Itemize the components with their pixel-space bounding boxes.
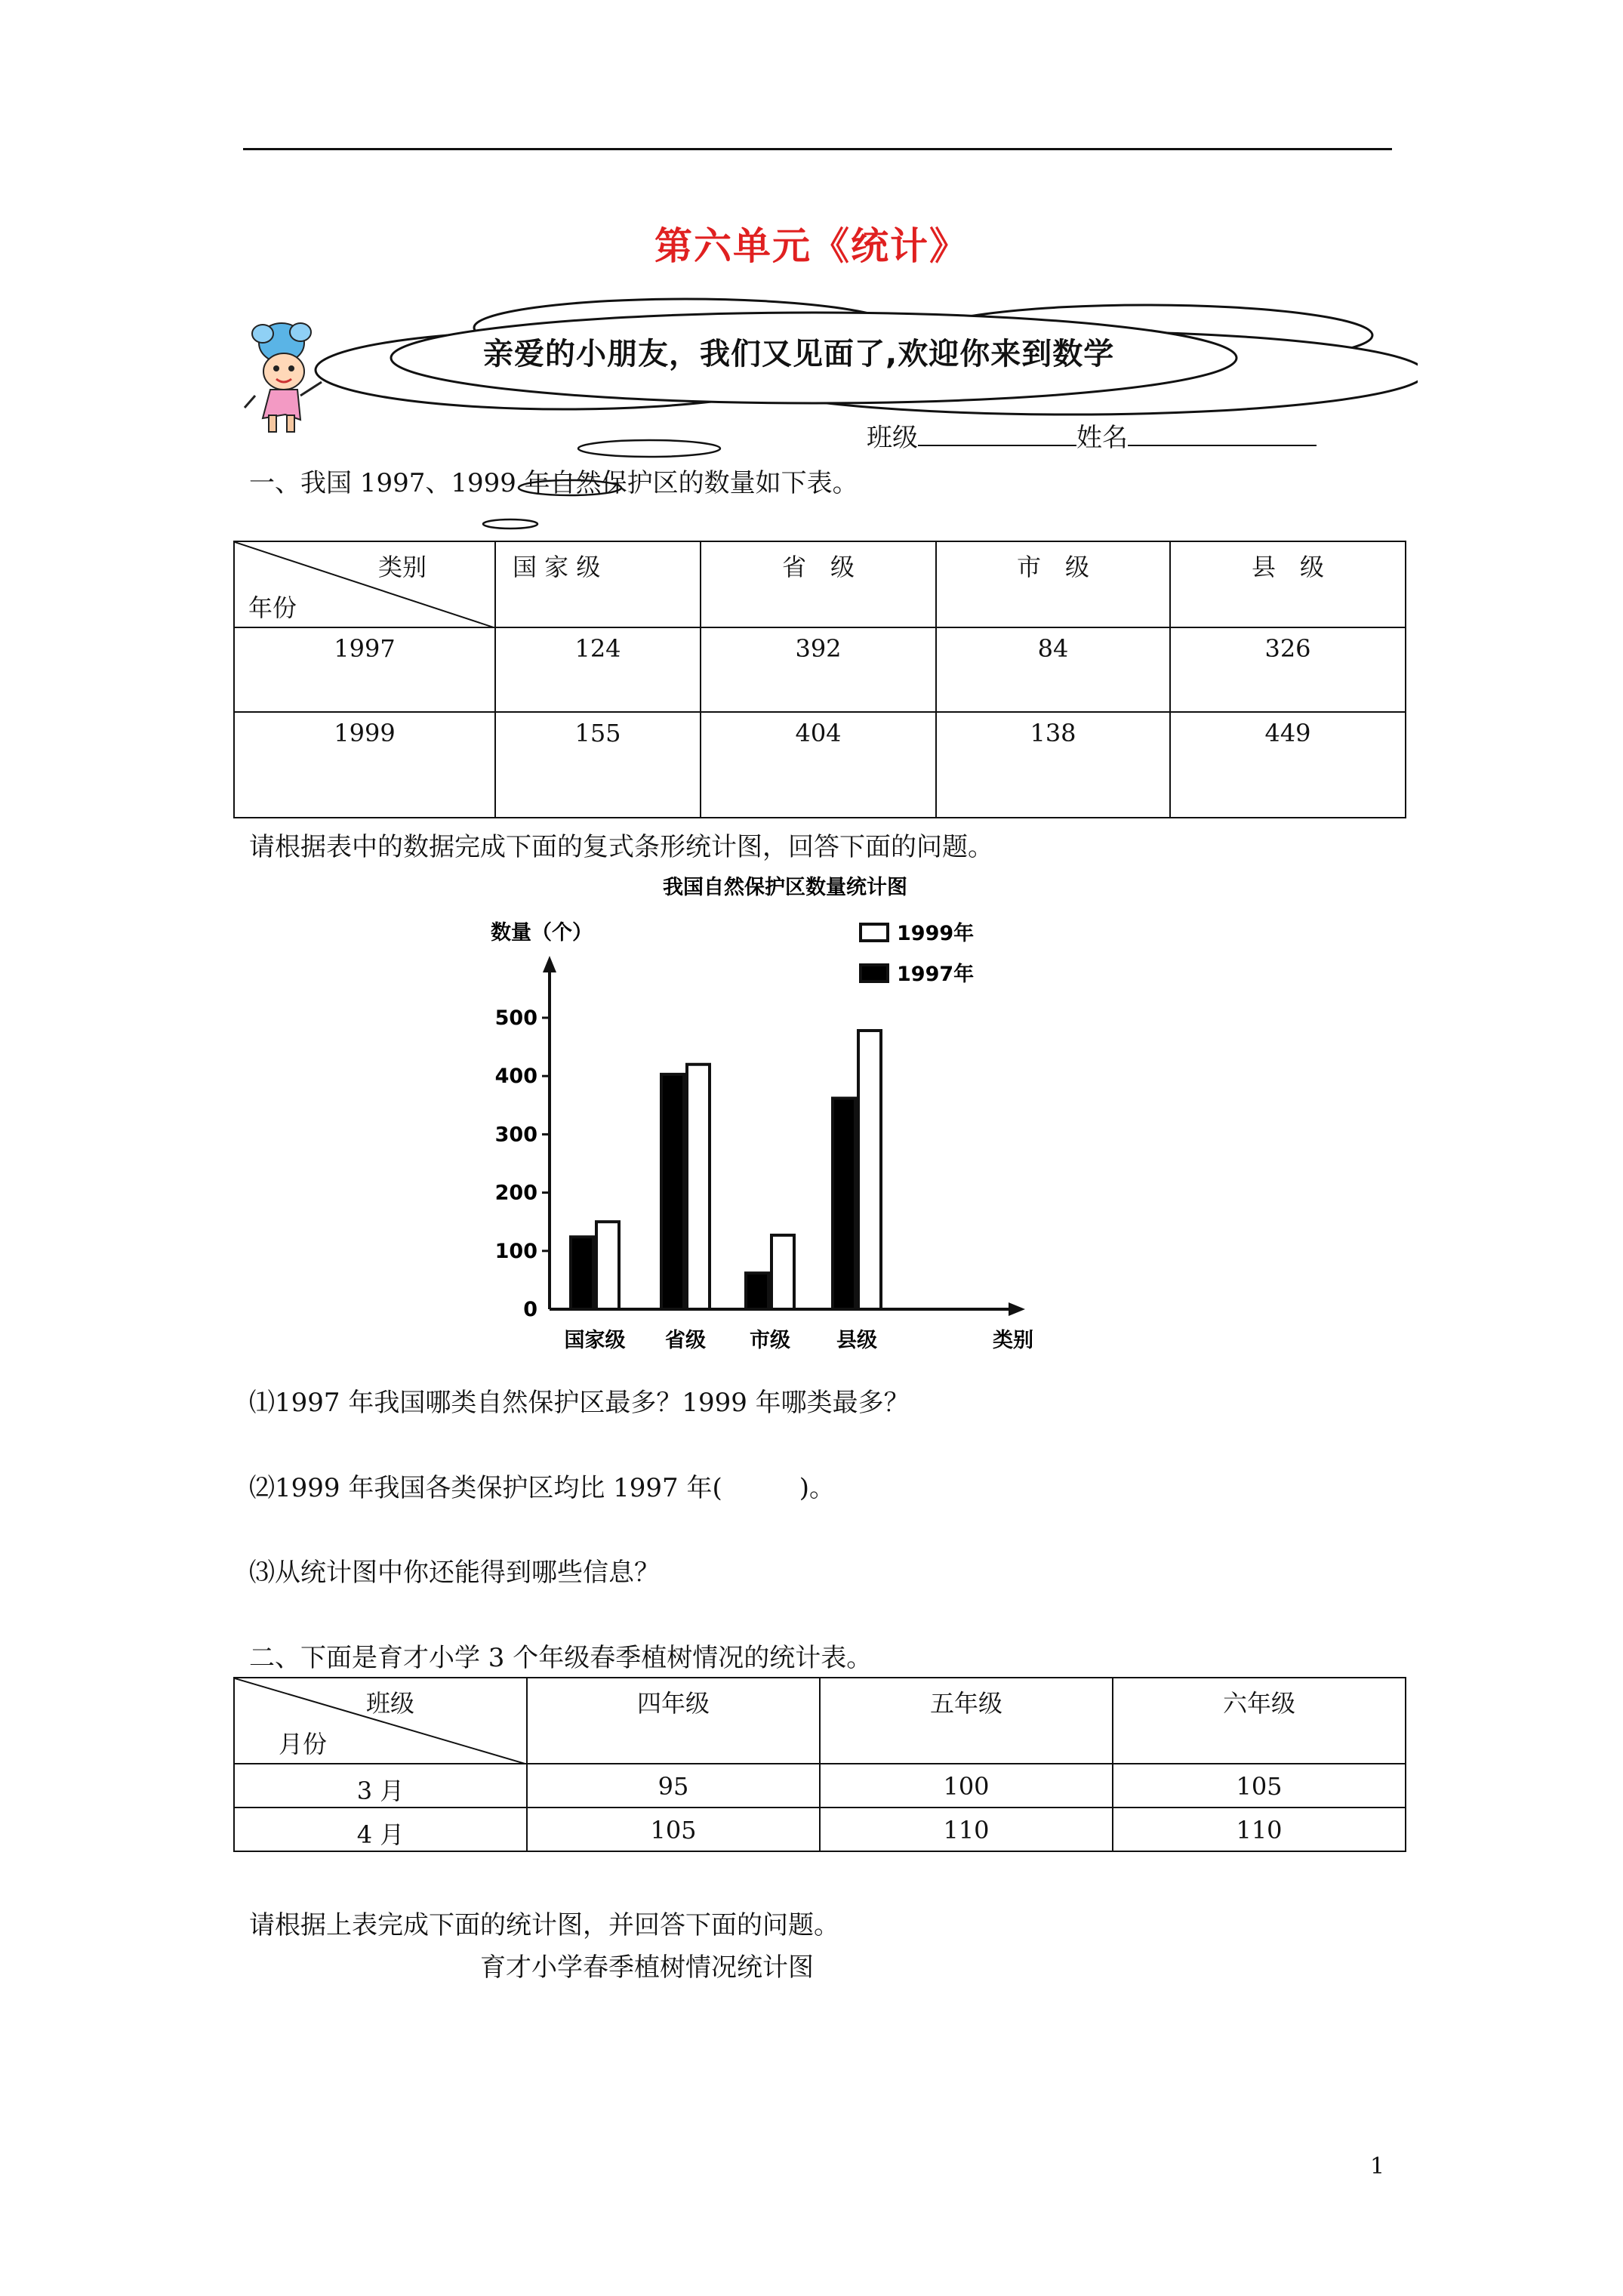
table-corner-cell [234, 1678, 527, 1764]
row-year: 1997 [234, 627, 495, 712]
y-tick-label: 100 [494, 1239, 537, 1263]
category-label: 国家级 [564, 1329, 626, 1352]
table-header-row [234, 541, 1406, 627]
corner-top-label: 类别 [378, 553, 427, 581]
column-header: 六年级 [1113, 1678, 1406, 1764]
class-label: 班级 [867, 423, 918, 453]
table-cell: 392 [701, 627, 936, 712]
chart-title: 我国自然保护区数量统计图 [663, 876, 907, 899]
table-cell: 84 [936, 627, 1170, 712]
y-axis-arrow [543, 956, 556, 972]
category-label: 市级 [750, 1329, 790, 1352]
page-title: 第六单元《统计》 [654, 223, 969, 268]
greeting-text: 亲爱的小朋友，我们又见面了,欢迎你来到数学 [483, 337, 1115, 371]
column-header: 县 级 [1170, 541, 1406, 627]
table-cell: 155 [495, 712, 701, 818]
chart-ticks [495, 1006, 550, 1321]
header-rule [243, 148, 1392, 150]
class-blank[interactable] [918, 422, 1076, 446]
corner-bottom-label: 月份 [279, 1730, 328, 1758]
row-month: 4 月 [234, 1808, 527, 1851]
table-cell: 404 [701, 712, 936, 818]
category-label: 省级 [665, 1329, 706, 1352]
bar-1999年 [771, 1235, 794, 1309]
chart-x-label: 类别 [993, 1329, 1033, 1352]
category-label: 县级 [836, 1329, 877, 1352]
section2-chart-title: 育才小学春季植树情况统计图 [480, 1952, 814, 1983]
cartoon-kid-icon [245, 323, 322, 432]
row-month: 3 月 [234, 1764, 527, 1808]
table-cell: 95 [527, 1764, 820, 1808]
section2-heading: 二、下面是育才小学 3 个年级春季植树情况的统计表。 [249, 1643, 873, 1673]
name-label: 姓名 [1076, 423, 1128, 453]
table-cell: 110 [1113, 1808, 1406, 1851]
bar-1997年 [571, 1237, 593, 1309]
chart-legend [861, 921, 974, 986]
page-number: 1 [1370, 2153, 1385, 2180]
section2-instruction: 请根据上表完成下面的统计图，并回答下面的问题。 [249, 1910, 839, 1940]
bar-1997年 [833, 1099, 855, 1309]
chart-y-label: 数量（个） [491, 921, 593, 945]
column-header: 省 级 [701, 541, 936, 627]
section1-instruction: 请根据表中的数据完成下面的复式条形统计图，回答下面的问题。 [249, 832, 993, 862]
table-cell: 105 [1113, 1764, 1406, 1808]
y-tick-label: 500 [494, 1006, 537, 1030]
section1-heading: 一、我国 1997、1999 年自然保护区的数量如下表。 [249, 468, 858, 498]
name-blank[interactable] [1128, 422, 1317, 446]
table-cell: 124 [495, 627, 701, 712]
table-cell: 326 [1170, 627, 1406, 712]
corner-bottom-label: 年份 [248, 593, 297, 622]
y-tick-label: 300 [494, 1123, 537, 1147]
y-tick-label: 400 [494, 1065, 537, 1089]
legend-swatch [861, 924, 888, 941]
bar-1999年 [858, 1031, 881, 1309]
reserve-table [233, 541, 1406, 818]
table-cell: 100 [820, 1764, 1113, 1808]
table-cell: 105 [527, 1808, 820, 1851]
bar-1999年 [596, 1222, 619, 1309]
corner-top-label: 班级 [366, 1689, 415, 1718]
table-corner-cell [234, 541, 495, 627]
reserve-bar-chart [468, 867, 1042, 1365]
legend-label: 1997年 [897, 963, 975, 986]
y-tick-label: 200 [494, 1181, 537, 1205]
table-row [234, 712, 1406, 818]
class-name-line [867, 417, 1317, 454]
y-tick-label: 0 [523, 1298, 537, 1321]
question-1: ⑴1997 年我国哪类自然保护区最多？1999 年哪类最多？ [249, 1388, 910, 1418]
question-2: ⑵1999 年我国各类保护区均比 1997 年( )。 [249, 1473, 836, 1503]
column-header: 市 级 [936, 541, 1170, 627]
legend-label: 1999年 [897, 922, 975, 945]
column-header: 五年级 [820, 1678, 1113, 1764]
table-header-row [234, 1678, 1406, 1764]
bar-1999年 [687, 1065, 710, 1309]
table-cell: 110 [820, 1808, 1113, 1851]
chart-bars [571, 1031, 881, 1309]
bar-1997年 [661, 1074, 684, 1309]
column-header: 四年级 [527, 1678, 820, 1764]
bar-1997年 [746, 1273, 768, 1309]
planting-table [233, 1677, 1406, 1852]
table-cell: 449 [1170, 712, 1406, 818]
column-header: 国 家 级 [495, 541, 701, 627]
table-cell: 138 [936, 712, 1170, 818]
row-year: 1999 [234, 712, 495, 818]
chart-categories [565, 1329, 878, 1352]
question-3: ⑶从统计图中你还能得到哪些信息？ [249, 1558, 660, 1588]
table-row [234, 1808, 1406, 1851]
table-row [234, 1764, 1406, 1808]
table-row [234, 627, 1406, 712]
x-axis-arrow [1009, 1302, 1025, 1316]
legend-swatch [861, 965, 888, 982]
